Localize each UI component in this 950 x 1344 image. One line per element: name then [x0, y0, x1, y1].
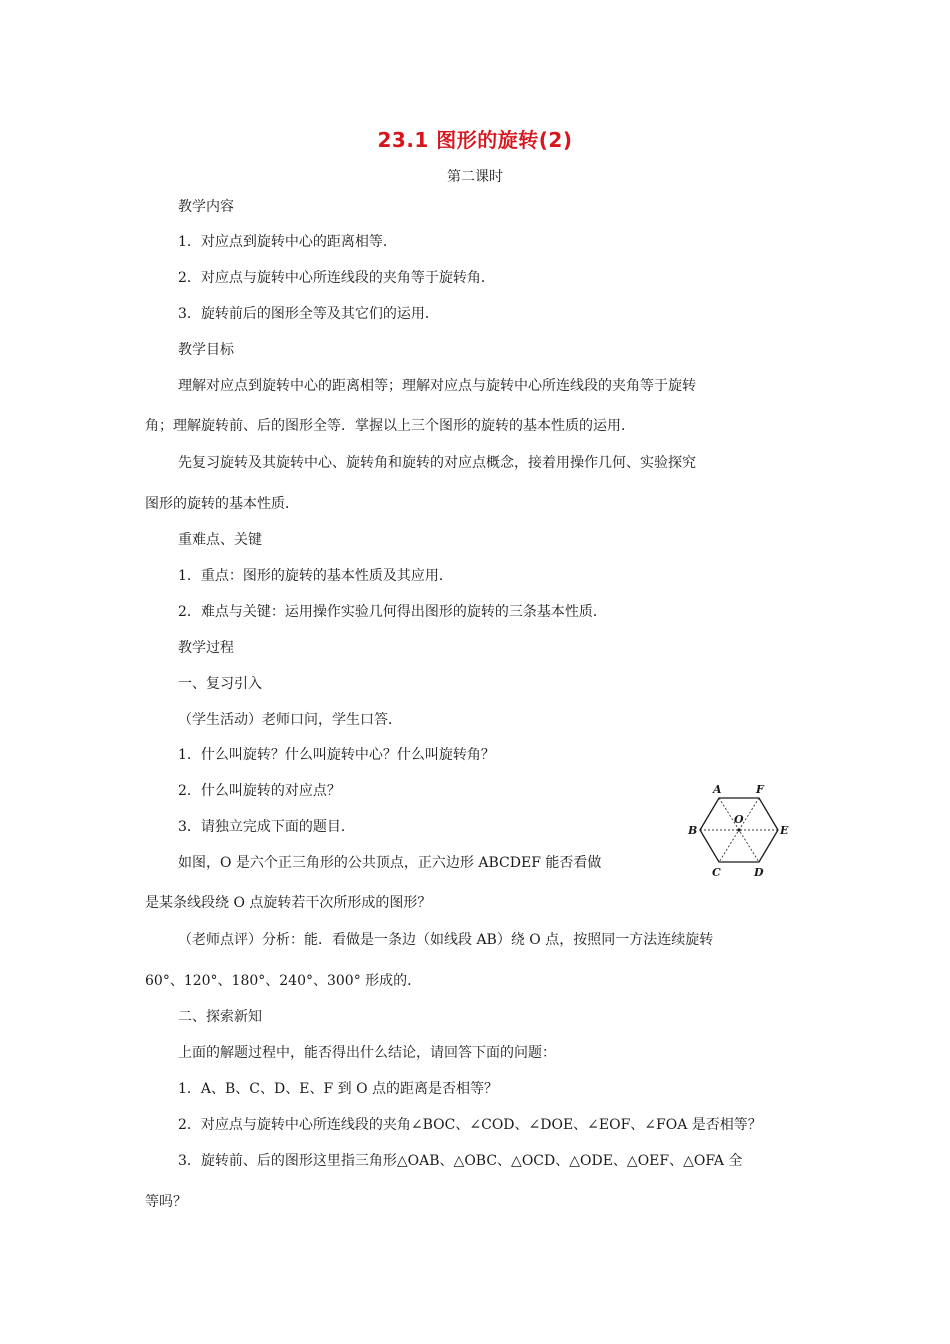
vertex-label-d: D — [754, 866, 764, 879]
paragraph-line: 先复习旋转及其旋转中心、旋转角和旋转的对应点概念，接着用操作几何、实验探究 — [178, 455, 696, 471]
vertex-label-a: A — [713, 783, 722, 796]
paragraph-line: 3．旋转前后的图形全等及其它们的运用． — [178, 306, 439, 322]
vertex-label-f: F — [756, 783, 764, 796]
paragraph-line: 2．什么叫旋转的对应点？ — [178, 783, 341, 799]
paragraph-line: 2．对应点与旋转中心所连线段的夹角等于旋转角． — [178, 270, 495, 286]
hexagon-figure — [684, 780, 792, 882]
section-heading-content: 教学内容 — [178, 199, 234, 215]
document-title: 23.1 图形的旋转(2) — [377, 128, 573, 152]
paragraph-line: 如图，O 是六个正三角形的公共顶点，正六边形 ABCDEF 能否看做 — [178, 855, 602, 871]
paragraph-line: （老师点评）分析：能．看做是一条边（如线段 AB）绕 O 点，按照同一方法连续旋转 — [178, 932, 714, 948]
section-heading-keypoints: 重难点、关键 — [178, 532, 262, 548]
paragraph-line: 2．对应点与旋转中心所连线段的夹角∠BOC、∠COD、∠DOE、∠EOF、∠FOA 是否相等？ — [178, 1117, 762, 1133]
paragraph-line: 1．什么叫旋转？什么叫旋转中心？什么叫旋转角？ — [178, 747, 495, 763]
paragraph-line: 1．A、B、C、D、E、F 到 O 点的距离是否相等？ — [178, 1081, 499, 1097]
vertex-label-b: B — [688, 824, 698, 837]
paragraph-line: 60°、120°、180°、240°、300° 形成的． — [145, 973, 422, 989]
subsection-heading-explore: 二、探索新知 — [178, 1009, 262, 1025]
paragraph-line: 1．重点：图形的旋转的基本性质及其应用． — [178, 568, 453, 584]
document-subtitle: 第二课时 — [447, 169, 503, 185]
paragraph-line: 2．难点与关键：运用操作实验几何得出图形的旋转的三条基本性质． — [178, 604, 607, 620]
center-point — [737, 828, 740, 831]
paragraph-line: 是某条线段绕 O 点旋转若干次所形成的图形？ — [145, 895, 432, 911]
section-heading-process: 教学过程 — [178, 640, 234, 656]
paragraph-line: 3．请独立完成下面的题目． — [178, 819, 355, 835]
paragraph-line: 图形的旋转的基本性质． — [145, 496, 299, 512]
paragraph-line: 上面的解题过程中，能否得出什么结论，请回答下面的问题： — [178, 1045, 556, 1061]
subsection-heading-review: 一、复习引入 — [178, 676, 262, 692]
paragraph-line: 3．旋转前、后的图形这里指三角形△OAB、△OBC、△OCD、△ODE、△OEF、△OFA 全 — [178, 1153, 743, 1169]
paragraph-line: 1．对应点到旋转中心的距离相等． — [178, 234, 397, 250]
vertex-label-o: O — [734, 813, 744, 826]
paragraph-line: 理解对应点到旋转中心的距离相等；理解对应点与旋转中心所连线段的夹角等于旋转 — [178, 378, 696, 394]
vertex-label-e: E — [780, 824, 789, 837]
section-heading-goals: 教学目标 — [178, 342, 234, 358]
vertex-label-c: C — [712, 866, 721, 879]
paragraph-line: 等吗？ — [145, 1194, 187, 1210]
paragraph-line: （学生活动）老师口问，学生口答． — [178, 712, 402, 728]
paragraph-line: 角；理解旋转前、后的图形全等．掌握以上三个图形的旋转的基本性质的运用． — [145, 418, 635, 434]
